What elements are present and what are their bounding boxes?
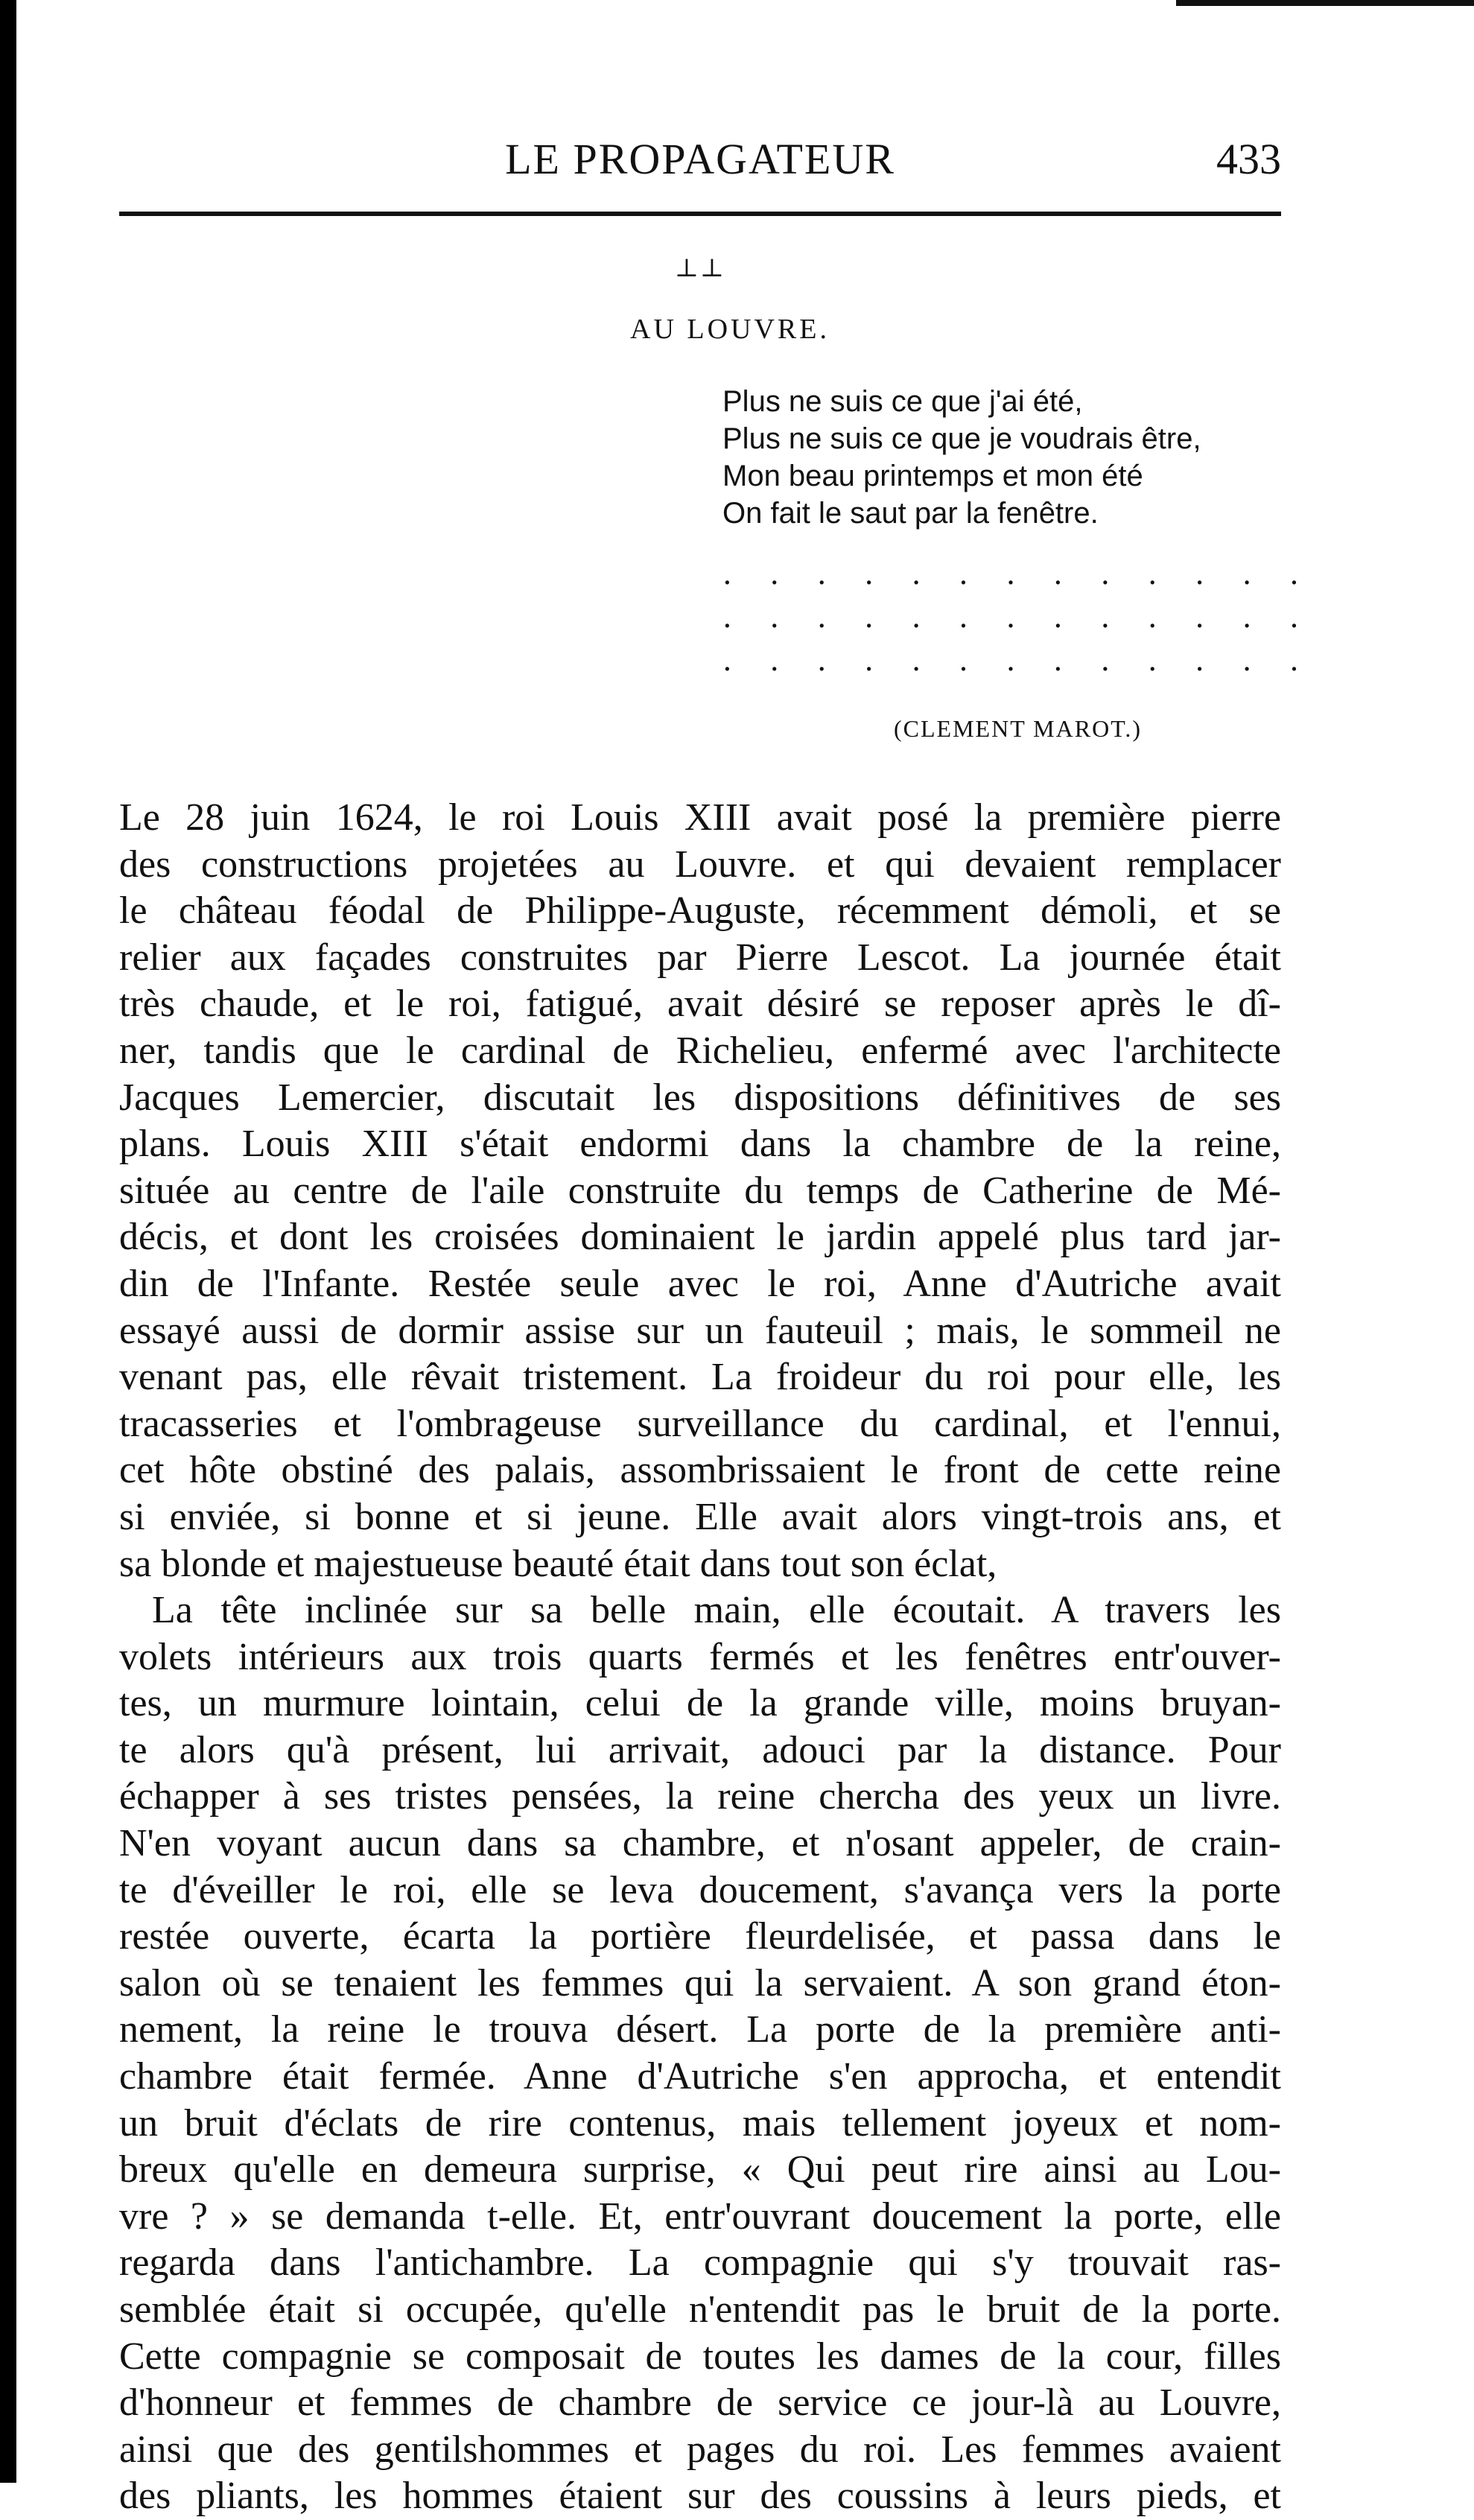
body-line: volets intérieurs aux trois quarts fermés et les fenêtres entr'ouver- [119, 1635, 1281, 1678]
body-line: tes, un murmure lointain, celui de la grande ville, moins bruyan- [119, 1682, 1281, 1725]
epigraph-ellipsis [722, 553, 1313, 682]
epigraph-line: Mon beau printemps et mon été [722, 460, 1143, 492]
body-line: semblée était si occupée, qu'elle n'entendit pas le bruit de la porte. [119, 2288, 1281, 2331]
epigraph [722, 383, 1281, 532]
body-line: le château féodal de Philippe-Auguste, récemment démoli, et se [119, 889, 1281, 933]
body-line: échapper à ses tristes pensées, la reine chercha des yeux un livre. [119, 1775, 1281, 1818]
book-page [119, 127, 1313, 2520]
body-line: d'honneur et femmes de chambre de service ce jour-là au Louvre, [119, 2381, 1281, 2425]
body-line: tracasseries et l'ombrageuse surveillance du cardinal, et l'ennui, [119, 1402, 1281, 1445]
body-line: plans. Louis XIII s'était endormi dans la chambre de la reine, [119, 1123, 1281, 1166]
running-title: LE PROPAGATEUR [505, 135, 895, 183]
epigraph-line: On fait le saut par la fenêtre. [722, 497, 1099, 530]
body-line: Le 28 juin 1624, le roi Louis XIII avait posé la première pierre [119, 796, 1281, 839]
body-line: ner, tandis que le cardinal de Richelieu, enfermé avec l'architecte [119, 1029, 1281, 1072]
body-line: ainsi que des gentilshommes et pages du roi. Les femmes avaient [119, 2428, 1281, 2471]
body-line: essayé aussi de dormir assise sur un fauteuil ; mais, le sommeil ne [119, 1309, 1281, 1352]
scan-edge-rule [1176, 0, 1474, 6]
body-line: te d'éveiller le roi, elle se leva doucement, s'avança vers la porte [119, 1868, 1281, 1911]
body-line: sa blonde et majestueuse beauté était dans tout son éclat, [119, 1542, 997, 1585]
body-line: décis, et dont les croisées dominaient le jardin appelé plus tard jar- [119, 1216, 1281, 1259]
body-text [119, 795, 1281, 2520]
body-line: des pliants, les hommes étaient sur des coussins à leurs pieds, et [119, 2475, 1281, 2518]
epigraph-line: Plus ne suis ce que j'ai été, [722, 385, 1083, 418]
body-line: chambre était fermée. Anne d'Autriche s'en approcha, et entendit [119, 2055, 1281, 2098]
body-line: regarda dans l'antichambre. La compagnie qui s'y trouvait ras- [119, 2241, 1281, 2285]
body-line: si enviée, si bonne et si jeune. Elle avait alors vingt-trois ans, et [119, 1495, 1281, 1538]
epigraph-line: Plus ne suis ce que je voudrais être, [722, 422, 1201, 455]
body-line: N'en voyant aucun dans sa chambre, et n'osant appeler, de crain- [119, 1822, 1281, 1865]
body-line: des constructions projetées au Louvre. et qui devaient remplacer [119, 842, 1281, 886]
ornament: ⊥⊥ [675, 253, 725, 283]
body-line: din de l'Infante. Restée seule avec le roi, Anne d'Autriche avait [119, 1262, 1281, 1305]
page-number: 433 [1216, 135, 1281, 183]
section-title: AU LOUVRE. [630, 314, 830, 345]
body-line: Jacques Lemercier, discutait les dispositions définitives de ses [119, 1076, 1281, 1119]
body-line: vre ? » se demanda t-elle. Et, entr'ouvrant doucement la porte, elle [119, 2194, 1281, 2238]
body-line: nement, la reine le trouva désert. La porte de la première anti- [119, 2008, 1281, 2051]
header-rule [119, 212, 1281, 216]
ellipsis-row: . . . . . . . . . . . . . [722, 644, 1313, 678]
body-line: très chaude, et le roi, fatigué, avait désiré se reposer après le dî- [119, 983, 1281, 1026]
body-line: située au centre de l'aile construite du temps de Catherine de Mé- [119, 1169, 1281, 1212]
ellipsis-row: . . . . . . . . . . . . . [722, 557, 1313, 591]
running-head [119, 127, 1281, 194]
body-line: breux qu'elle en demeura surprise, « Qui peut rire ainsi au Lou- [119, 2148, 1281, 2191]
body-line: relier aux façades construites par Pierre Lescot. La journée était [119, 936, 1281, 979]
body-line: cet hôte obstiné des palais, assombrissaient le front de cette reine [119, 1449, 1281, 1492]
body-line: un bruit d'éclats de rire contenus, mais tellement joyeux et nom- [119, 2101, 1281, 2145]
body-line: te alors qu'à présent, lui arrivait, adouci par la distance. Pour [119, 1728, 1281, 1771]
binding-shadow [0, 0, 16, 2483]
body-line: Cette compagnie se composait de toutes les dames de la cour, filles [119, 2335, 1281, 2378]
body-line: salon où se tenaient les femmes qui la servaient. A son grand éton- [119, 1961, 1281, 2005]
ellipsis-row: . . . . . . . . . . . . . [722, 600, 1313, 635]
epigraph-attribution: (CLEMENT MAROT.) [894, 715, 1143, 742]
body-line: La tête inclinée sur sa belle main, elle écoutait. A travers les [152, 1589, 1281, 1632]
body-line: venant pas, elle rêvait tristement. La froideur du roi pour elle, les [119, 1356, 1281, 1399]
body-line: restée ouverte, écarta la portière fleurdelisée, et passa dans le [119, 1915, 1281, 1958]
